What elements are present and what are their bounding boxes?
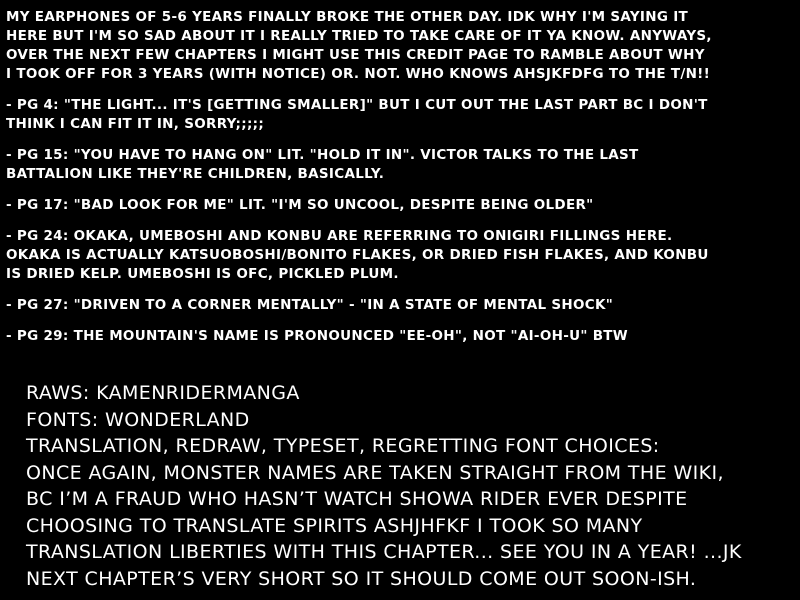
credit-roles: TRANSLATION, REDRAW, TYPESET, REGRETTING FONT CHOICES: — [26, 435, 660, 457]
note-pg29: - PG 29: THE MOUNTAIN'S NAME IS PRONOUNCED "EE-OH", NOT "AI-OH-U" BTW — [6, 328, 629, 344]
credit-text-line: TRANSLATION LIBERTIES WITH THIS CHAPTER... SEE YOU IN A YEAR! ...JK — [26, 541, 742, 563]
credit-text-line: BC I’M A FRAUD WHO HASN’T WATCH SHOWA RIDER EVER DESPITE — [26, 488, 688, 510]
note-pg15: - PG 15: "YOU HAVE TO HANG ON" LIT. "HOLD IT IN". VICTOR TALKS TO THE LAST BATTALION LIKE THEY'RE CHILDREN, BASICALLY. — [6, 147, 639, 182]
note-pg17: - PG 17: "BAD LOOK FOR ME" LIT. "I'M SO UNCOOL, DESPITE BEING OLDER" — [6, 197, 594, 213]
credit-text-line: ONCE AGAIN, MONSTER NAMES ARE TAKEN STRAIGHT FROM THE WIKI, — [26, 461, 724, 484]
credits-block — [26, 380, 796, 592]
note-pg24: - PG 24: OKAKA, UMEBOSHI AND KONBU ARE REFERRING TO ONIGIRI FILLINGS HERE. OKAKA IS ACTUALLY KATSUOBOSHI/BONITO FLAKES, OR DRIED FISH FLAKES, AND KONBU IS DRIED KELP. UMEBOSHI IS OFC, PICKLED PLUM. — [6, 228, 709, 282]
note-pg27: - PG 27: "DRIVEN TO A CORNER MENTALLY" - "IN A STATE OF MENTAL SHOCK" — [6, 297, 614, 313]
credit-text-line: NEXT CHAPTER’S VERY SHORT SO IT SHOULD COME OUT SOON-ISH. — [26, 567, 697, 590]
credit-fonts: FONTS: WONDERLAND — [26, 408, 250, 431]
translator-notes — [6, 8, 796, 358]
intro-paragraph: MY EARPHONES OF 5-6 YEARS FINALLY BROKE THE OTHER DAY. IDK WHY I'M SAYING IT HERE BUT I'M SO SAD ABOUT IT I REALLY TRIED TO TAKE CARE OF IT YA KNOW. ANYWAYS, OVER THE NEXT FEW CHAPTERS I MIGHT USE THIS CREDIT PAGE TO RAMBLE ABOUT WHY I TOOK OFF FOR 3 YEARS (WITH NOTICE) OR. NOT. WHO KNOWS AHSJKFDFG TO THE T/N!! — [6, 9, 712, 82]
credit-text-line: CHOOSING TO TRANSLATE SPIRITS ASHJHFKF I TOOK SO MANY — [26, 514, 643, 537]
credit-raws: RAWS: KAMENRIDERMANGA — [26, 382, 300, 404]
note-pg4: - PG 4: "THE LIGHT... IT'S [GETTING SMALLER]" BUT I CUT OUT THE LAST PART BC I DON'T THINK I CAN FIT IT IN, SORRY;;;;; — [6, 97, 708, 132]
